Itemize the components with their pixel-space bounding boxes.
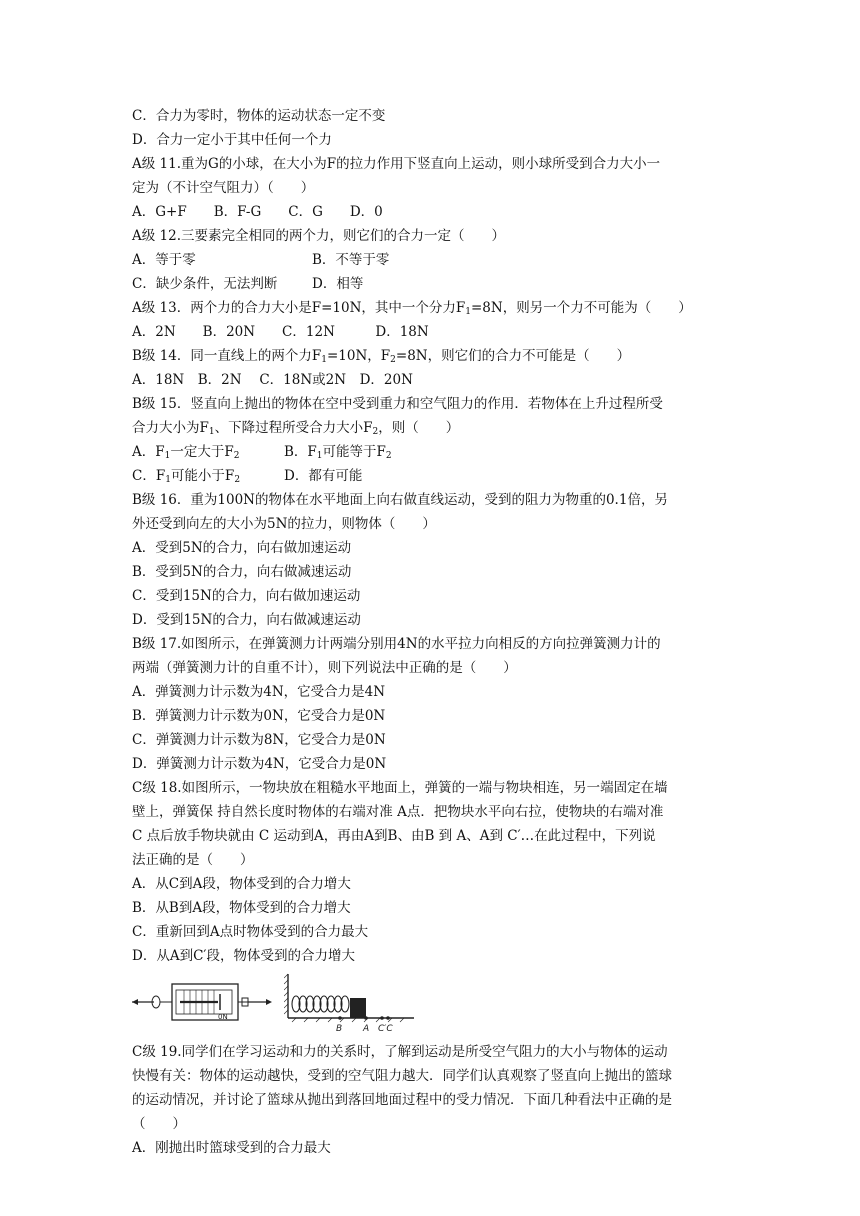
q16-stem-2: 外还受到向左的大小为5N的拉力，则物体（ ） [132, 516, 436, 532]
q16-option-d: D．受到15N的合力，向右做减速运动 [132, 612, 361, 628]
q18-stem-3: C 点后放手物块就由 C 运动到A，再由A到B、由B 到 A、A到 C′…在此过程中，下列说 [132, 828, 656, 844]
q12-options-cd [132, 272, 732, 296]
q18-option-b: B．从B到A段，物体受到的合力增大 [132, 900, 351, 916]
q17-stem-2: 两端（弹簧测力计的自重不计），则下列说法中正确的是（ ） [132, 660, 517, 676]
q16-stem-1: B级 16．重为100N的物体在水平地面上向右做直线运动，受到的阻力为物重的0.1倍，另 [132, 492, 668, 508]
q14-options: A．18N B．2N C．18N或2N D．20N [132, 372, 413, 388]
spring-block-figure [284, 970, 424, 1034]
q15-options-ab [132, 440, 732, 464]
q16-option-c: C．受到15N的合力，向右做加速运动 [132, 588, 361, 604]
q10-option-c: C．合力为零时，物体的运动状态一定不变 [132, 108, 386, 124]
q15-option-b: B．$F_1$可能等于$F_2$ [284, 444, 392, 461]
q13-options: A．2N B．20N C．12N D．18N [132, 324, 429, 340]
q19-stem-3: 的运动情况，并讨论了篮球从抛出到落回地面过程中的受力情况．下面几种看法中正确的是 [132, 1092, 672, 1108]
q18-stem-4: 法正确的是（ ） [132, 852, 254, 868]
q18-option-a: A．从C到A段，物体受到的合力增大 [132, 876, 351, 892]
q11-options: A．G+F B．F-G C．G D．0 [132, 204, 383, 220]
q15-options-cd [132, 464, 732, 488]
q14-stem: B级 14．同一直线上的两个力$F_1=10N$，$F_2=8N$，则它们的合力不可能是（ ） [132, 348, 631, 365]
q10-option-d: D．合力一定小于其中任何一个力 [132, 132, 332, 148]
q17-option-c: C．弹簧测力计示数为8N，它受合力是0N [132, 732, 386, 748]
q18-option-d: D．从A到C′段，物体受到的合力增大 [132, 948, 355, 964]
figures-row [132, 970, 732, 1034]
q18-stem-2: 壁上，弹簧保 持自然长度时物体的右端对准 A点．把物块水平向右拉，使物块的右端对准 [132, 804, 664, 820]
q19-stem-4: （ ） [132, 1116, 186, 1132]
q19-stem-2: 快慢有关：物体的运动越快，受到的空气阻力越大．同学们认真观察了竖直向上抛出的篮球 [132, 1068, 672, 1084]
q12-option-d: D．相等 [312, 276, 364, 292]
q19-option-a: A．刚抛出时篮球受到的合力最大 [132, 1140, 331, 1156]
q15-stem-2: 合力大小为$F_1$、下降过程所受合力大小$F_2$，则（ ） [132, 420, 460, 437]
q15-option-a: A．$F_1$一定大于$F_2$ [132, 444, 240, 461]
point-b-label: B [336, 1024, 343, 1034]
q15-option-d: D．都有可能 [284, 468, 363, 484]
q12-option-a: A．等于零 [132, 252, 196, 268]
q12-options-ab [132, 248, 732, 272]
question-content [132, 104, 732, 1160]
q16-option-b: B．受到5N的合力，向右做减速运动 [132, 564, 352, 580]
q17-option-b: B．弹簧测力计示数为0N，它受合力是0N [132, 708, 386, 724]
q12-option-b: B．不等于零 [312, 252, 390, 268]
spring-scale-figure [132, 970, 272, 1030]
q17-option-a: A．弹簧测力计示数为4N，它受合力是4N [132, 684, 386, 700]
q18-stem-1: C级 18.如图所示，一物块放在粗糙水平地面上，弹簧的一端与物块相连，另一端固定在墙 [132, 780, 668, 796]
point-cc-label: C′C [378, 1024, 393, 1034]
q17-option-d: D．弹簧测力计示数为4N，它受合力是0N [132, 756, 387, 772]
q15-option-c: C．$F_1$可能小于$F_2$ [132, 468, 241, 485]
q18-option-c: C．重新回到A点时物体受到的合力最大 [132, 924, 369, 940]
scale-label: 0N [218, 1013, 228, 1021]
q12-option-c: C．缺少条件，无法判断 [132, 276, 278, 292]
q16-option-a: A．受到5N的合力，向右做加速运动 [132, 540, 352, 556]
q11-stem-1: A级 11.重为G的小球，在大小为F的拉力作用下竖直向上运动，则小球所受到合力大小一 [132, 156, 661, 172]
q13-stem: A级 13．两个力的合力大小是F=10N，其中一个分力$F_1=8N$，则另一个力不可能为（ ） [132, 300, 692, 317]
point-a-label: A [363, 1024, 370, 1034]
q12-stem: A级 12.三要素完全相同的两个力，则它们的合力一定（ ） [132, 228, 506, 244]
q19-stem-1: C级 19.同学们在学习运动和力的关系时，了解到运动是所受空气阻力的大小与物体的运动 [132, 1044, 668, 1060]
q15-stem-1: B级 15．竖直向上抛出的物体在空中受到重力和空气阻力的作用．若物体在上升过程所受 [132, 396, 663, 412]
q11-stem-2: 定为（不计空气阻力）（ ） [132, 180, 315, 196]
q17-stem-1: B级 17.如图所示，在弹簧测力计两端分别用4N的水平拉力向相反的方向拉弹簧测力计的 [132, 636, 661, 652]
